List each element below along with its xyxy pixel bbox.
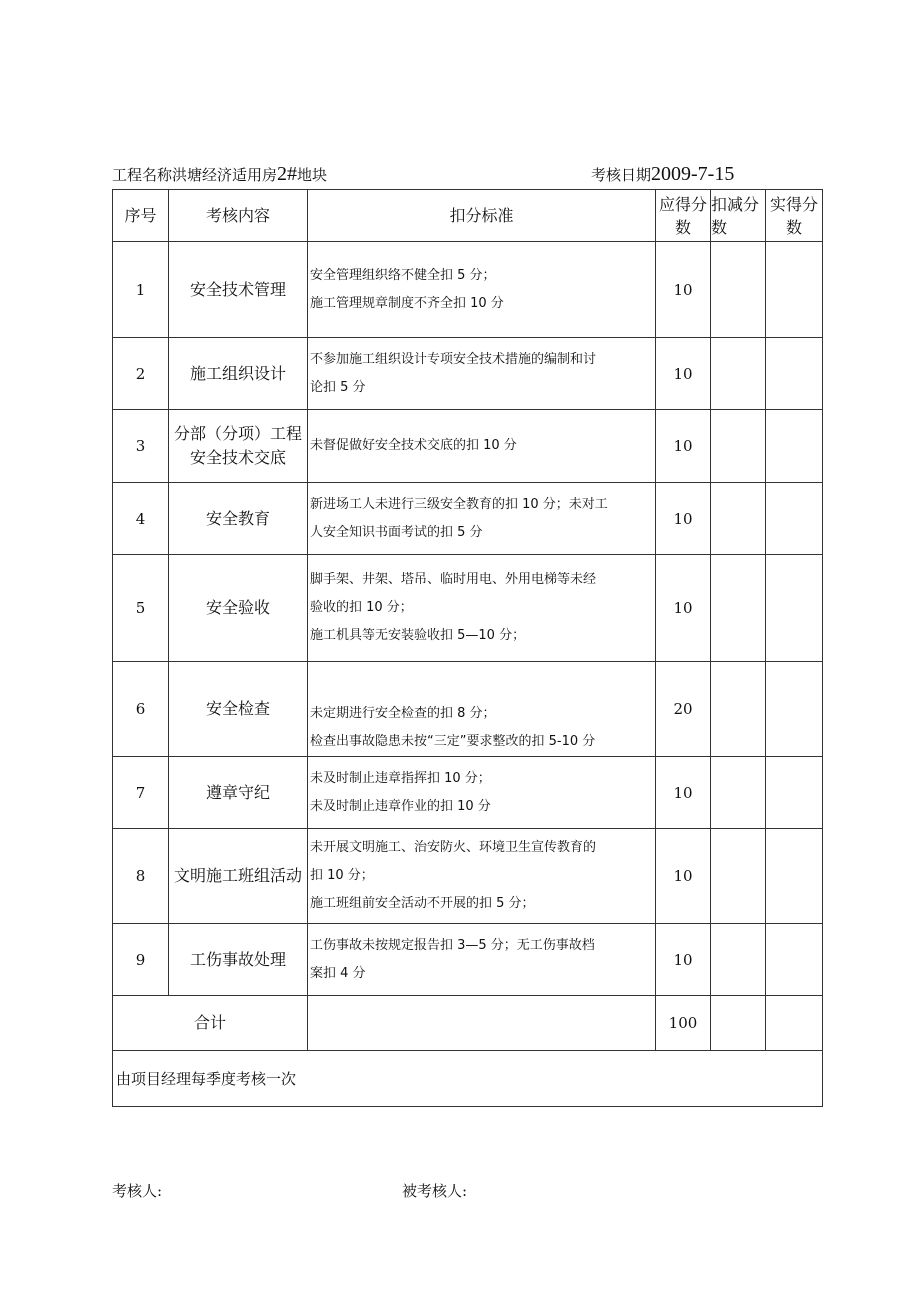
- col-actual-score: 实得分 数: [766, 190, 823, 242]
- actual-cell[interactable]: [766, 662, 823, 757]
- assessment-note: 由项目经理每季度考核一次: [113, 1051, 823, 1107]
- deduct-cell[interactable]: [711, 242, 766, 338]
- actual-cell[interactable]: [766, 924, 823, 996]
- deduct-cell[interactable]: [711, 410, 766, 483]
- deduct-cell[interactable]: [711, 924, 766, 996]
- assessment-table: [112, 189, 823, 1107]
- actual-cell[interactable]: [766, 483, 823, 555]
- table-row: 2 施工组织设计 不参加施工组织设计专项安全技术措施的编制和讨 论扣 5 分 10: [113, 338, 823, 410]
- table-header-row: [113, 190, 823, 242]
- actual-cell[interactable]: [766, 410, 823, 483]
- total-row: [113, 996, 823, 1051]
- assessee-signature-label: 被考核人:: [402, 1182, 468, 1200]
- table-row: 7 遵章守纪 未及时制止违章指挥扣 10 分； 未及时制止违章作业的扣 10 分 10: [113, 757, 823, 829]
- actual-cell[interactable]: [766, 242, 823, 338]
- table-row: 6 安全检查 未定期进行安全检查的扣 8 分； 检查出事故隐患未按“三定”要求整改的扣 5-10 分 20: [113, 662, 823, 757]
- table-row: 8 文明施工班组活动 未开展文明施工、治安防火、环境卫生宣传教育的 扣 10 分； 施工班组前安全活动不开展的扣 5 分； 10: [113, 829, 823, 924]
- project-name: 工程名称洪塘经济适用房2#地块: [112, 163, 328, 185]
- col-content: 考核内容: [169, 190, 308, 242]
- total-label: 合计: [113, 996, 308, 1051]
- deduct-cell[interactable]: [711, 338, 766, 410]
- col-criteria: 扣分标准: [308, 190, 656, 242]
- table-row: 3 分部（分项）工程 安全技术交底 未督促做好安全技术交底的扣 10 分 10: [113, 410, 823, 483]
- col-deduct-score: 扣减分 数: [711, 190, 766, 242]
- total-score: 100: [656, 996, 711, 1051]
- col-due-score: 应得分 数: [656, 190, 711, 242]
- actual-cell[interactable]: [766, 757, 823, 829]
- table-row: 9 工伤事故处理 工伤事故未按规定报告扣 3—5 分；无工伤事故档 案扣 4 分 10: [113, 924, 823, 996]
- deduct-total-cell[interactable]: [711, 996, 766, 1051]
- assessor-signature-label: 考核人:: [112, 1182, 163, 1200]
- actual-total-cell[interactable]: [766, 996, 823, 1051]
- deduct-cell[interactable]: [711, 555, 766, 662]
- col-seq: 序号: [113, 190, 169, 242]
- table-row: 4 安全教育 新进场工人未进行三级安全教育的扣 10 分；未对工 人安全知识书面考试的扣 5 分 10: [113, 483, 823, 555]
- actual-cell[interactable]: [766, 338, 823, 410]
- actual-cell[interactable]: [766, 555, 823, 662]
- assessment-date: 考核日期2009-7-15: [591, 163, 735, 185]
- actual-cell[interactable]: [766, 829, 823, 924]
- deduct-cell[interactable]: [711, 829, 766, 924]
- deduct-cell[interactable]: [711, 662, 766, 757]
- assessment-date-value: 2009-7-15: [651, 163, 735, 185]
- deduct-cell[interactable]: [711, 757, 766, 829]
- note-row: [113, 1051, 823, 1107]
- table-row: 5 安全验收 脚手架、井架、塔吊、临时用电、外用电梯等未经 验收的扣 10 分； 施工机具等无安装验收扣 5—10 分； 10: [113, 555, 823, 662]
- deduct-cell[interactable]: [711, 483, 766, 555]
- project-plot-number: 2#: [277, 163, 298, 185]
- table-row: 1 安全技术管理 安全管理组织络不健全扣 5 分； 施工管理规章制度不齐全扣 10 分 10: [113, 242, 823, 338]
